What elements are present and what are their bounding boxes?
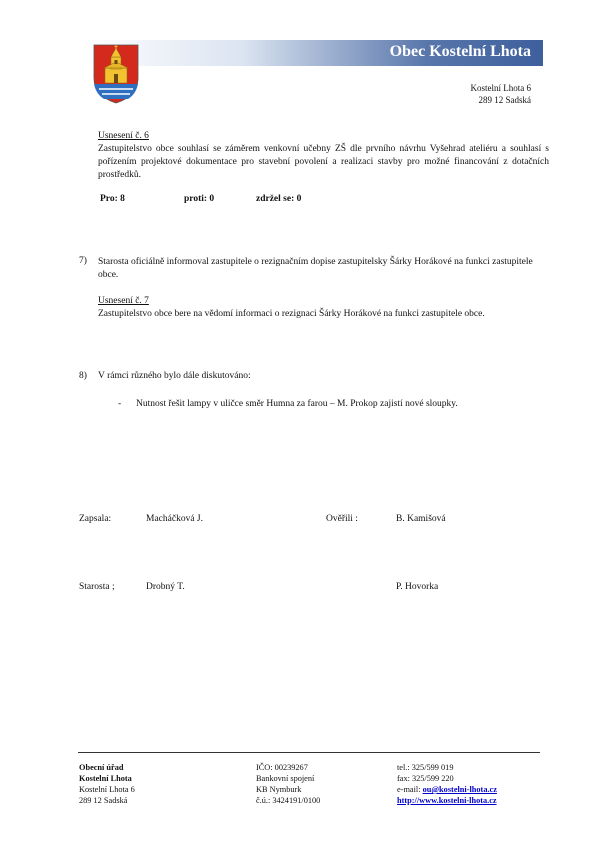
item-8-text: V rámci různého bylo dále diskutováno: <box>98 371 251 381</box>
recorded-by-name: Macháčková J. <box>146 514 203 524</box>
header-banner <box>81 40 543 66</box>
verified-by-name: B. Kamišová <box>396 514 446 524</box>
second-verifier-name: P. Hovorka <box>396 582 439 592</box>
resolution-7-heading: Usnesení č. 7 <box>98 296 149 306</box>
mayor-label: Starosta ; <box>79 582 115 592</box>
footer-contact-info <box>397 762 497 806</box>
email-link[interactable]: ou@kostelni-lhota.cz <box>422 785 497 794</box>
vote-for: Pro: 8 <box>100 194 125 204</box>
coat-of-arms-icon <box>93 44 139 104</box>
footer-office-name: Obecní úřad <box>79 763 124 772</box>
footer-office-zip: 289 12 Sadská <box>79 796 128 805</box>
address-line-2: 289 12 Sadská <box>478 95 531 105</box>
vote-abstain: zdržel se: 0 <box>256 194 302 204</box>
footer-bank-info <box>256 762 320 806</box>
resolution-6-heading: Usnesení č. 6 <box>98 131 149 141</box>
item-7-number: 7) <box>79 256 87 266</box>
item-7-text: Starosta oficiálně informoval zastupitele o rezignačním dopise zastupitelsky Šárky Horákové na funkci zastupitele obce. <box>98 257 533 280</box>
footer-email-label: e-mail: <box>397 785 423 794</box>
footer-web-row <box>397 795 497 806</box>
footer-office-town: Kostelní Lhota <box>79 774 132 783</box>
bullet-marker: - <box>118 399 122 409</box>
footer-tel: tel.: 325/599 019 <box>397 763 454 772</box>
footer-account-number: č.ú.: 3424191/0100 <box>256 796 321 805</box>
verified-by-label: Ověřili : <box>326 514 358 524</box>
address-line-1: Kostelní Lhota 6 <box>470 83 531 93</box>
footer-bank-name: KB Nymburk <box>256 785 302 794</box>
footer-bank-label: Bankovní spojení <box>256 774 315 783</box>
municipality-title: Obec Kostelní Lhota <box>389 43 531 60</box>
footer-office-street: Kostelní Lhota 6 <box>79 785 135 794</box>
recorded-by-label: Zapsala: <box>79 514 112 524</box>
footer-email-row <box>397 784 497 795</box>
footer-divider <box>78 752 540 753</box>
website-link[interactable]: http://www.kostelni-lhota.cz <box>397 796 497 805</box>
resolution-6-text: Zastupitelstvo obce souhlasí se záměrem venkovní učebny ZŠ dle prvního návrhu Vyšehrad ateliéru a souhlasí s pořízením projektové dokumentace pro stavební povolení a realizaci stavby pro možné financování z dotačních prostředků. <box>98 144 549 180</box>
footer-ico: IČO: 00239267 <box>256 763 308 772</box>
mayor-name: Drobný T. <box>146 582 185 592</box>
vote-against: proti: 0 <box>184 194 215 204</box>
item-8-number: 8) <box>79 371 87 381</box>
resolution-7-text: Zastupitelstvo obce bere na vědomí informaci o rezignaci Šárky Horákové na funkci zastupitele obce. <box>98 309 485 319</box>
item-8-bullet-text: Nutnost řešit lampy v uličce směr Humna za farou – M. Prokop zajistí nové sloupky. <box>136 399 458 409</box>
footer-fax: fax: 325/599 220 <box>397 774 454 783</box>
footer-office-info <box>79 762 135 806</box>
